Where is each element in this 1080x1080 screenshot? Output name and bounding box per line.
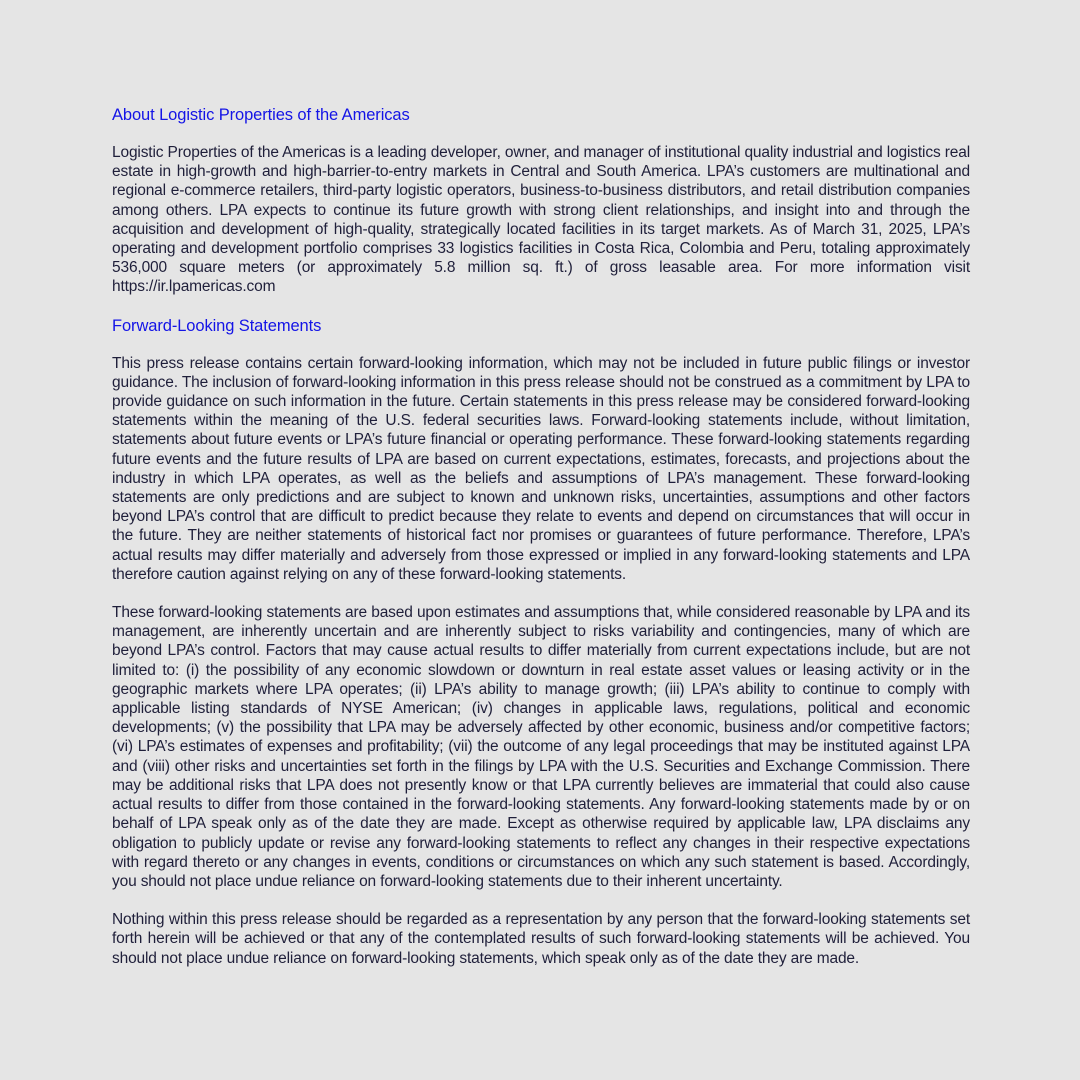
about-heading: About Logistic Properties of the Americas	[112, 106, 410, 124]
forward-looking-paragraph-3: Nothing within this press release should be regarded as a representation by any person that the forward-looking statements set forth herein will be achieved or that any of the contemplated results of such forward-looking statements will be achieved. You should not place undue reliance on forward-looking statements, which speak only as of the date they are made.	[112, 911, 970, 967]
forward-looking-paragraph-2: These forward-looking statements are based upon estimates and assumptions that, while considered reasonable by LPA and its management, are inherently uncertain and are inherently subject to risks variability and contingencies, many of which are beyond LPA’s control. Factors that may cause actual results to differ materially from current expectations include, but are not limited to: (i) the possibility of any economic slowdown or downturn in real estate asset values or leasing activity or in the geographic markets where LPA operates; (ii) LPA’s ability to manage growth; (iii) LPA’s ability to continue to comply with applicable listing standards of NYSE American; (iv) changes in applicable laws, regulations, political and economic developments; (v) the possibility that LPA may be adversely affected by other economic, business and/or competitive factors; (vi) LPA’s estimates of expenses and profitability; (vii) the outcome of any legal proceedings that may be instituted against LPA and (viii) other risks and uncertainties set forth in the filings by LPA with the U.S. Securities and Exchange Commission. There may be additional risks that LPA does not presently know or that LPA currently believes are immaterial that could also cause actual results to differ from those contained in the forward-looking statements. Any forward-looking statements made by or on behalf of LPA speak only as of the date they are made. Except as otherwise required by applicable law, LPA disclaims any obligation to publicly update or revise any forward-looking statements to reflect any changes in their respective expectations with regard thereto or any changes in events, conditions or circumstances on which any such statement is based. Accordingly, you should not place undue reliance on forward-looking statements due to their inherent uncertainty.	[112, 604, 970, 890]
document-body	[112, 104, 970, 968]
forward-looking-heading: Forward-Looking Statements	[112, 316, 322, 335]
forward-looking-paragraph-1: This press release contains certain forward-looking information, which may not be included in future public filings or investor guidance. The inclusion of forward-looking information in this press release should not be construed as a commitment by LPA to provide guidance on such information in the future. Certain statements in this press release may be considered forward-looking statements within the meaning of the U.S. federal securities laws. Forward-looking statements include, without limitation, statements about future events or LPA’s future financial or operating performance. These forward-looking statements regarding future events and the future results of LPA are based on current expectations, estimates, forecasts, and projections about the industry in which LPA operates, as well as the beliefs and assumptions of LPA’s management. These forward-looking statements are only predictions and are subject to known and unknown risks, uncertainties, assumptions and other factors beyond LPA’s control that are difficult to predict because they relate to events and depend on circumstances that will occur in the future. They are neither statements of historical fact nor promises or guarantees of future performance. Therefore, LPA’s actual results may differ materially and adversely from those expressed or implied in any forward-looking statements and LPA therefore caution against relying on any of these forward-looking statements.	[112, 354, 970, 583]
about-paragraph: Logistic Properties of the Americas is a leading developer, owner, and manager of institutional quality industrial and logistics real estate in high-growth and high-barrier-to-entry markets in Central and South America. LPA’s customers are multinational and regional e-commerce retailers, third-party logistic operators, business-to-business distributors, and retail distribution companies among others. LPA expects to continue its future growth with strong client relationships, and insight into and through the acquisition and development of high-quality, strategically located facilities in its target markets. As of March 31, 2025, LPA’s operating and development portfolio comprises 33 logistics facilities in Costa Rica, Colombia and Peru, totaling approximately 536,000 square meters (or approximately 5.8 million sq. ft.) of gross leasable area. For more information visit https://ir.lpamericas.com	[112, 144, 970, 296]
